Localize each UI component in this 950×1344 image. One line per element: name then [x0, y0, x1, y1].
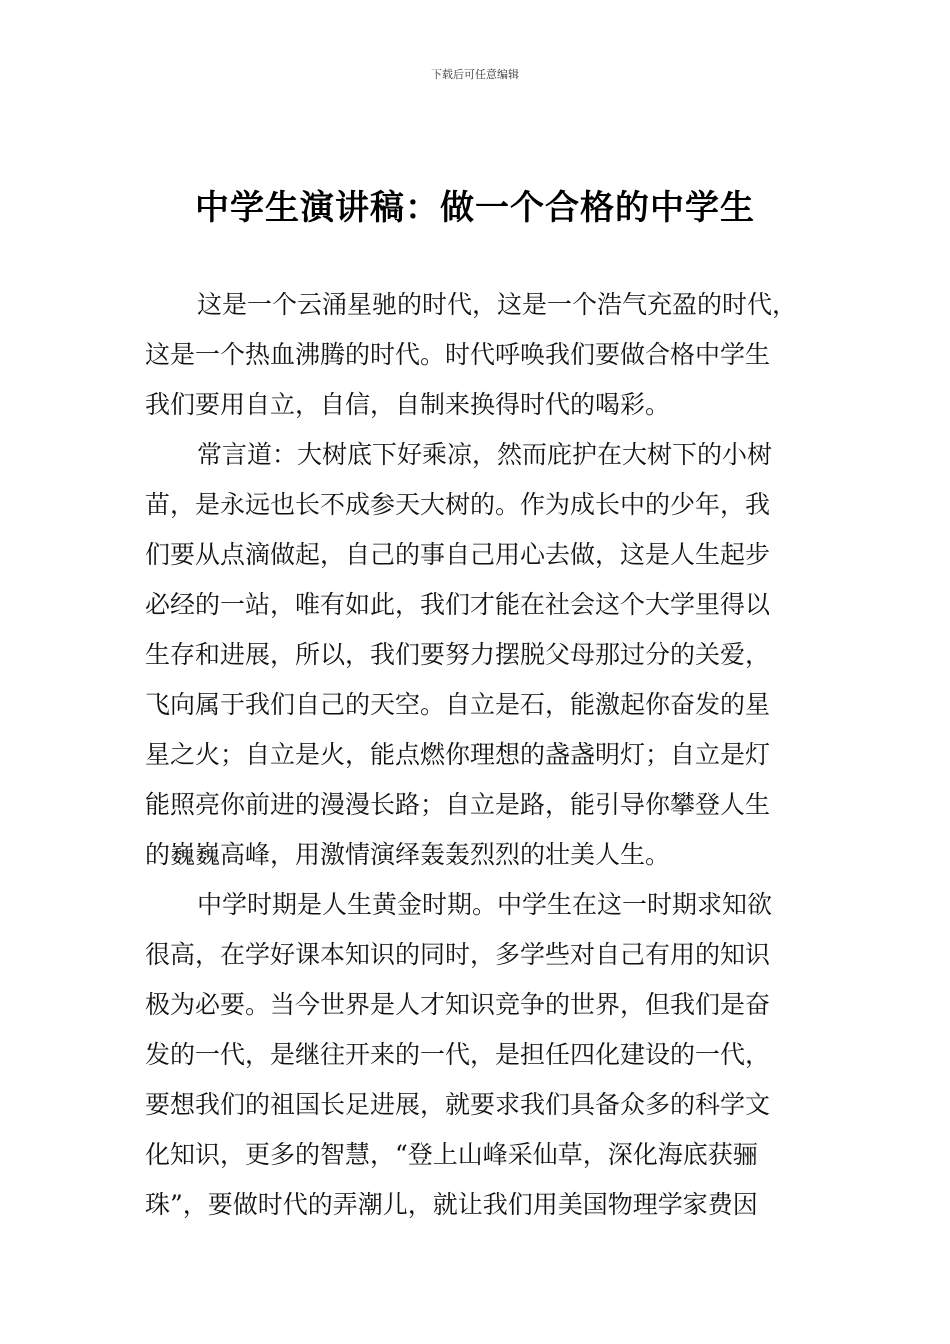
document-title: 中学生演讲稿：做一个合格的中学生 [195, 188, 755, 228]
paragraph-line: 生存和进展，所以，我们要努力摆脱父母那过分的关爱， [145, 640, 771, 669]
paragraph-line: 必经的一站，唯有如此，我们才能在社会这个大学里得以 [145, 590, 771, 619]
document-body [145, 280, 810, 1230]
paragraph-line: 化知识，更多的智慧，“登上山峰采仙草，深化海底获骊 [145, 1140, 758, 1169]
paragraph-line: 星之火；自立是火，能点燃你理想的盏盏明灯；自立是灯 [145, 740, 771, 769]
paragraph-line: 常言道：大树底下好乘凉，然而庇护在大树下的小树 [197, 440, 773, 469]
paragraph-line: 很高，在学好课本知识的同时，多学些对自己有用的知识 [145, 940, 771, 969]
paragraph-line: 苗，是永远也长不成参天大树的。作为成长中的少年，我 [145, 490, 771, 519]
paragraph-line: 的巍巍高峰，用激情演绎轰轰烈烈的壮美人生。 [145, 840, 671, 869]
paragraph-line: 珠”，要做时代的弄潮儿，就让我们用美国物理学家费因 [145, 1190, 758, 1219]
paragraph-line: 这是一个云涌星驰的时代，这是一个浩气充盈的时代， [197, 290, 798, 319]
paragraph-line: 我们要用自立，自信，自制来换得时代的喝彩。 [145, 390, 671, 419]
paragraph-line: 这是一个热血沸腾的时代。时代呼唤我们要做合格中学生 [145, 340, 771, 369]
paragraph-line: 能照亮你前进的漫漫长路；自立是路，能引导你攀登人生 [145, 790, 771, 819]
paragraph-line: 发的一代，是继往开来的一代，是担任四化建设的一代， [145, 1040, 771, 1069]
paragraph-line: 极为必要。当今世界是人才知识竞争的世界，但我们是奋 [145, 990, 771, 1019]
header-note: 下载后可任意编辑 [431, 68, 519, 81]
paragraph-line: 中学时期是人生黄金时期。中学生在这一时期求知欲 [197, 890, 773, 919]
paragraph-line: 们要从点滴做起，自己的事自己用心去做，这是人生起步 [145, 540, 771, 569]
paragraph-line: 要想我们的祖国长足进展，就要求我们具备众多的科学文 [145, 1090, 771, 1119]
paragraph-line: 飞向属于我们自己的天空。自立是石，能激起你奋发的星 [145, 690, 771, 719]
